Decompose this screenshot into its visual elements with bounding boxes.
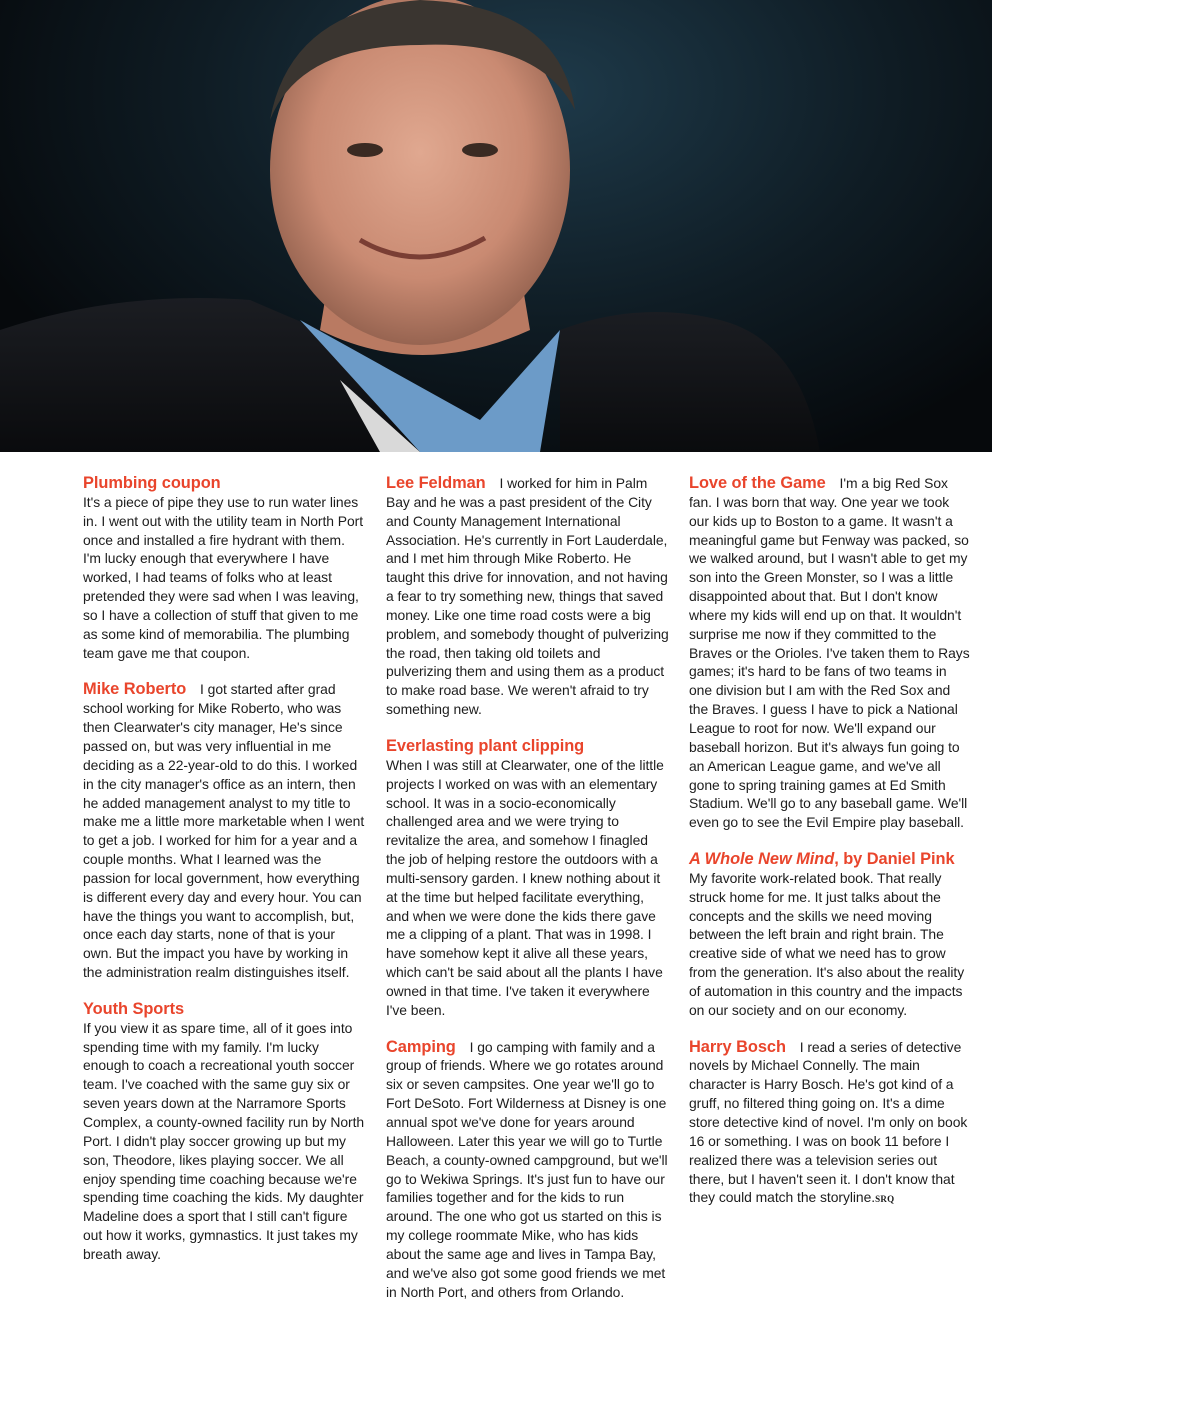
section-body: If you view it as spare time, all of it goes into spending time with my family. I'm lucky enough to coach a recreational youth soccer team. I've coached with the same guy six or seven years down at the Narramore Sports Complex, a county-owned facility run by North Port. I didn't play soccer growing up but my son, Theodore, likes playing soccer. We all enjoy spending time coaching because we're spending time coaching the kids. My daughter Madeline does a sport that I still can't figure out how it works, gymnastics. It just takes my breath away. <box>83 1019 365 1262</box>
column-2 <box>386 474 669 1319</box>
section-heading: Camping <box>386 1037 456 1056</box>
section-heading <box>689 850 955 868</box>
section-body: When I was still at Clearwater, one of the little projects I worked on was with an elementary school. It was in a socio-economically challenged area and we were trying to revitalize the area, and somehow I finagled the job of helping restore the outdoors with a multi-sensory garden. I knew nothing about it at the time but helped facilitate everything, and when we were done the kids there gave me a clipping of a plant. That was in 1998. I have somehow kept it alive all these years, which can't be said about all the plants I have owned in that time. I've taken it everywhere I've been. <box>386 756 664 1018</box>
book-title: A Whole New Mind <box>689 850 835 869</box>
section-mike-roberto <box>83 680 366 982</box>
end-signature: SRQ <box>875 1194 895 1205</box>
section-body: I go camping with family and a group of friends. Where we go rotates around six or seven campsites. One year we'll go to Fort DeSoto. Fort Wilderness at Disney is one annual spot we've done for years around Halloween. Later this year we will go to Turtle Beach, a county-owned campground, but we'll go to Wekiwa Springs. It's just fun to have our families together and for the kids to run around. The one who got us started on this is my college roommate Mike, who has kids about the same age and lives in Tampa Bay, and we've also got some good friends we met in North Port, and others from Orlando. <box>386 1038 668 1300</box>
section-plumbing-coupon <box>83 474 366 662</box>
section-heading: Everlasting plant clipping <box>386 736 585 755</box>
section-heading: Harry Bosch <box>689 1037 786 1056</box>
section-love-of-the-game <box>689 474 972 832</box>
section-body: I'm a big Red Sox fan. I was born that way. One year we took our kids up to Boston to a game. It wasn't a meaningful game but Fenway was packed, so we walked around, but I wasn't able to get my son into the Green Monster, so I was a little disappointed about that. But I don't know where my kids will end up on that. It wouldn't surprise me now if they committed to the Braves or the Orioles. I've taken them to Rays games; it's hard to be fans of two teams in one division but I am with the Red Sox and the Braves. I guess I have to pick a National League to root for now. We'll expand our baseball horizon. But it's always fun going to an American League game, and we've all gone to spring training games at Ed Smith Stadium. We'll go to any baseball game. We'll even go to see the Evil Empire play baseball. <box>689 475 970 831</box>
section-body: I read a series of detective novels by Michael Connelly. The main character is Harry Bosch. He's got kind of a gruff, no filtered thing going on. It's a dime store detective kind of novel. I'm only on book 16 or something. I was on book 11 before I realized there was a television series out there, but I haven't seen it. I don't know that they could match the storyline. <box>689 1038 968 1206</box>
section-plant-clipping <box>386 737 669 1020</box>
section-whole-new-mind <box>689 850 972 1020</box>
book-author: , by Daniel Pink <box>834 850 955 869</box>
section-heading: Lee Feldman <box>386 474 486 492</box>
section-body: It's a piece of pipe they use to run water lines in. I went out with the utility team in North Port once and installed a fire hydrant with them. I'm lucky enough that everywhere I have worked, I had teams of folks who at least pretended they were sad when I was leaving, so I have a collection of stuff that given to me as some kind of memorabilia. The plumbing team gave me that coupon. <box>83 493 364 661</box>
section-harry-bosch <box>689 1038 972 1210</box>
portrait-illustration <box>0 0 992 452</box>
section-heading: Mike Roberto <box>83 680 187 699</box>
column-3 <box>689 474 972 1227</box>
article-columns <box>0 474 1200 1394</box>
portrait-photo <box>0 0 992 452</box>
section-heading: Love of the Game <box>689 474 826 492</box>
section-camping <box>386 1038 669 1302</box>
section-body: I got started after grad school working for Mike Roberto, who was then Clearwater's city manager, He's since passed on, but was very influential in me deciding as a 22-year-old to do this. I worked in the city manager's office as an intern, then he added management analyst to my title to make me a little more marketable when I went to get a job. I worked for him for a year and a couple months. What I learned was the passion for local government, how everything is different every day and every hour. You can have the things you want to accomplish, but, once each day starts, none of that is your own. But the impact you have by working in the administration realm distinguishes itself. <box>83 681 365 981</box>
section-youth-sports <box>83 1000 366 1264</box>
section-lee-feldman <box>386 474 669 719</box>
section-body: My favorite work-related book. That really struck home for me. It just talks about the concepts and the skills we need moving between the left brain and right brain. The creative side of what we need has to grow from the generation. It's also about the reality of automation in this country and the impacts on our society and on our economy. <box>689 869 965 1018</box>
section-heading: Plumbing coupon <box>83 474 221 492</box>
column-1 <box>83 474 366 1282</box>
section-heading: Youth Sports <box>83 999 185 1018</box>
section-body: I worked for him in Palm Bay and he was a past president of the City and County Management International Association. He's currently in Fort Lauderdale, and I met him through Mike Roberto. He taught this drive for innovation, and not having a fear to try something new, things that saved money. Like one time road costs were a big problem, and somebody thought of pulverizing the road, then taking old toilets and pulverizing them and using them as a product to make road base. We weren't afraid to try something new. <box>386 475 669 718</box>
